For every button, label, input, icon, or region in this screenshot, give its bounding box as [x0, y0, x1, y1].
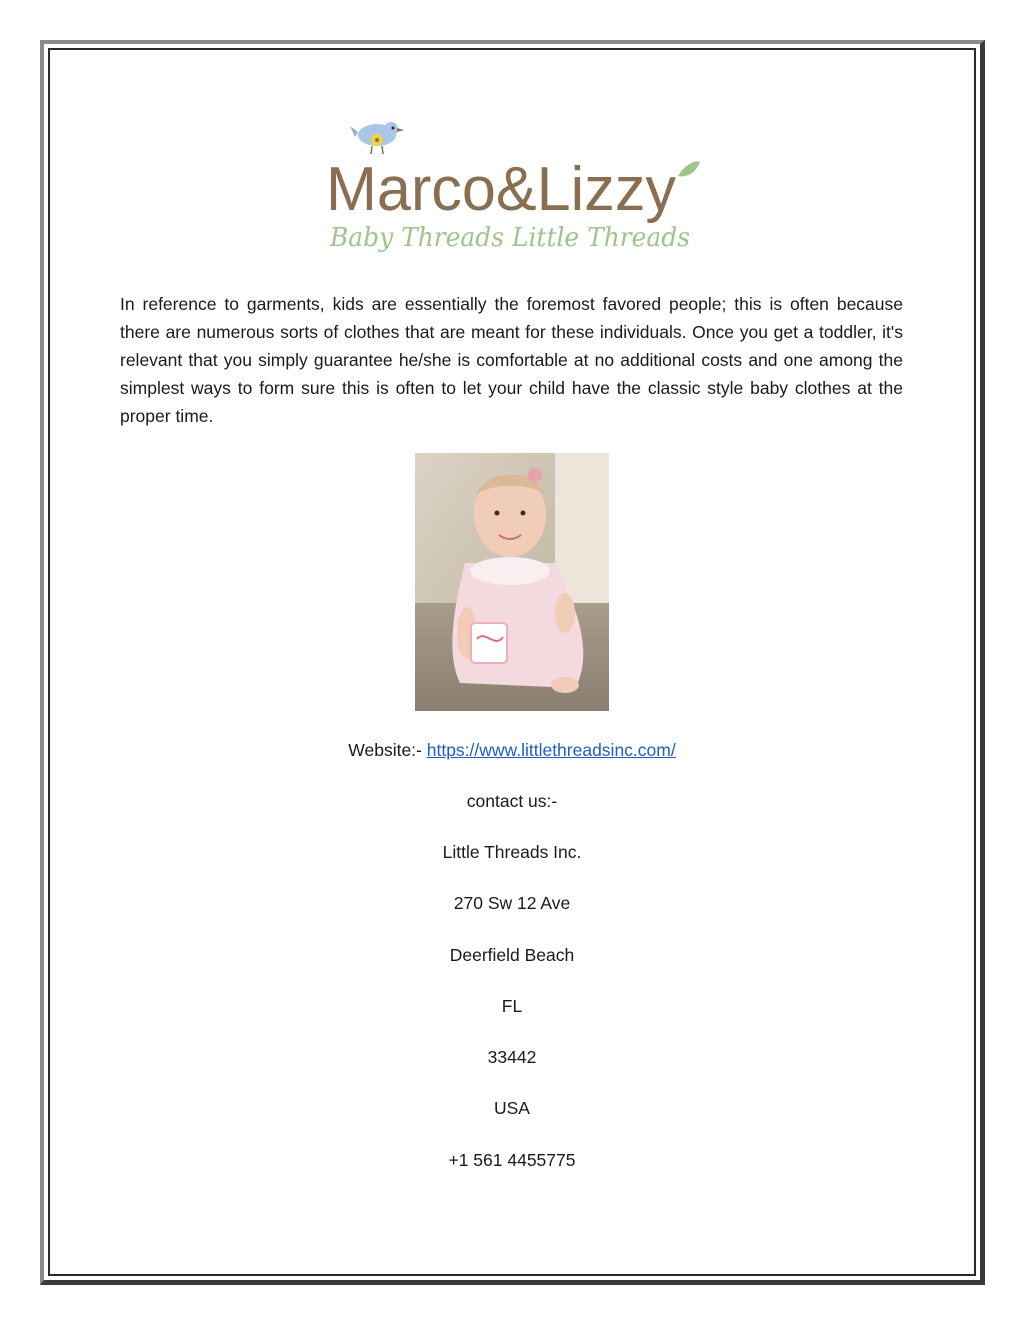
phone-number: +1 561 4455775: [448, 1150, 576, 1170]
contact-heading: contact us:-: [466, 791, 558, 811]
logo-tagline-text: Baby Threads Little Threads: [329, 223, 690, 253]
bird-icon: [350, 122, 404, 154]
website-label: Website:-: [348, 740, 427, 760]
intro-paragraph: In reference to garments, kids are essentially the foremost favored people; this is often because there are numerous sorts of clothes that are meant for these individuals. Once you get a toddler, it's relevant that you simply guarantee he/she is comfortable at no additional costs and one among the simplest ways to form sure this is often to let your child have the classic style baby clothes at the proper time.: [120, 294, 903, 426]
city: Deerfield Beach: [449, 945, 575, 965]
street-address: 270 Sw 12 Ave: [453, 893, 571, 913]
website-line: [50, 738, 974, 762]
logo-brand-text: Marco&Lizzy: [326, 155, 676, 224]
website-link[interactable]: https://www.littlethreadsinc.com/: [426, 740, 676, 760]
company-name: Little Threads Inc.: [442, 842, 582, 862]
marco-lizzy-logo: [322, 118, 702, 264]
country: USA: [494, 1098, 530, 1118]
state: FL: [501, 996, 523, 1016]
baby-photo: [415, 453, 609, 711]
zip-code: 33442: [487, 1047, 537, 1067]
leaf-icon: [678, 161, 700, 176]
